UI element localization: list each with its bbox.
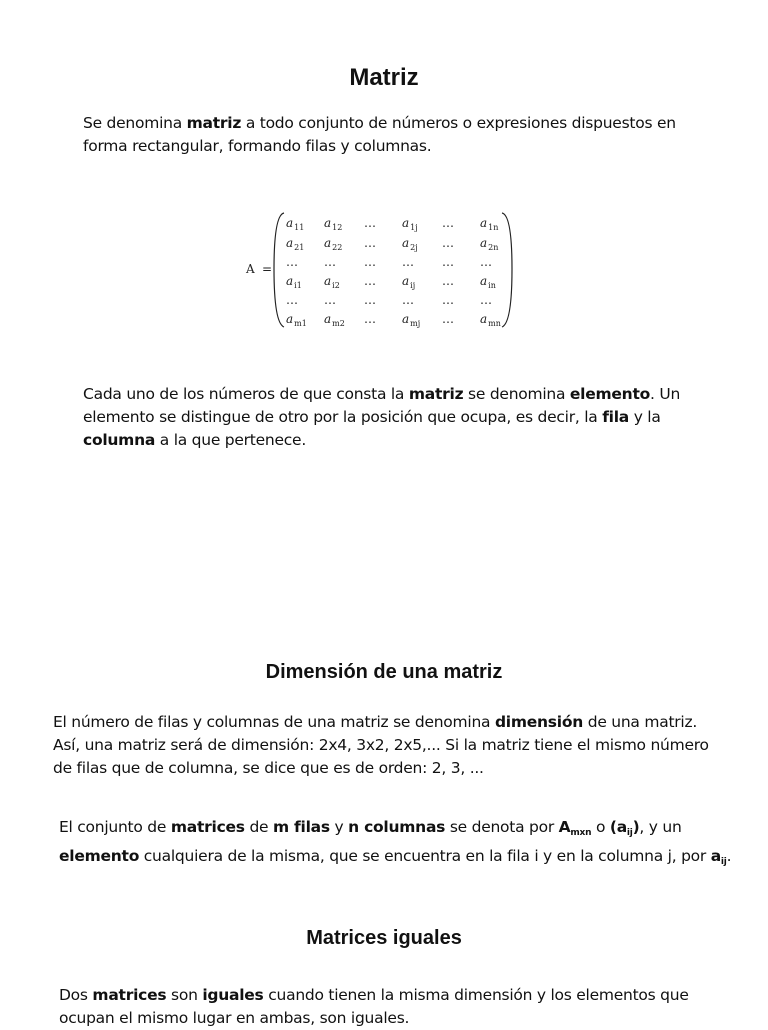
equal-matrices-paragraph: Dos matrices son iguales cuando tienen la misma dimensión y los elementos que ocupan el mismo lugar en ambas, son iguales. bbox=[59, 986, 689, 1027]
term-elemento-2: elemento bbox=[59, 847, 140, 865]
matrix-element-r6c4: $a_{mj}$ bbox=[402, 312, 421, 328]
matrix-element-r1c6: $a_{1n}$ bbox=[480, 216, 499, 232]
term-n-columnas: n columnas bbox=[348, 818, 446, 836]
matrix-element-r1c5: … bbox=[442, 216, 454, 230]
matrix-element-r6c2: $a_{m2}$ bbox=[324, 312, 345, 328]
matrix-element-r3c4: … bbox=[402, 255, 414, 269]
matrix-right-bracket bbox=[502, 213, 512, 327]
matrix-element-r5c3: … bbox=[364, 293, 376, 307]
matrix-element-r5c5: … bbox=[442, 293, 454, 307]
dimension-paragraph: El número de filas y columnas de una matriz se denomina dimensión de una matriz. Así, una matriz será de dimensión: 2x4, 3x2, 2x5,... Si la matriz tiene el mismo número de filas que de columna, se dice que es de orden: 2, 3, ... bbox=[53, 713, 709, 777]
section-title-matriz: Matriz bbox=[349, 64, 419, 91]
matrix-element-r4c4: $a_{ij}$ bbox=[402, 274, 416, 290]
notation-element-aij: $a_{ij}$ bbox=[710, 847, 727, 867]
notation-a-ij: $(a_{ij})$ bbox=[609, 818, 640, 838]
matrix-element-r3c5: … bbox=[442, 255, 454, 269]
matrix-element-r1c2: $a_{12}$ bbox=[324, 216, 343, 232]
matrix-element-r3c6: … bbox=[480, 255, 492, 269]
matrix-element-r2c4: $a_{2j}$ bbox=[402, 236, 418, 252]
matrix-element-r3c1: … bbox=[286, 255, 298, 269]
matrix-element-r2c1: $a_{21}$ bbox=[286, 236, 305, 252]
matrix-element-r6c6: $a_{mn}$ bbox=[480, 312, 501, 328]
term-m-filas: m filas bbox=[273, 818, 330, 836]
matrix-element-r1c3: … bbox=[364, 216, 376, 230]
term-columna: columna bbox=[83, 431, 156, 449]
matrix-element-r4c1: $a_{i1}$ bbox=[286, 274, 302, 290]
term-dimension: dimensión bbox=[494, 713, 584, 731]
matrix-element-r1c1: $a_{11}$ bbox=[286, 216, 305, 232]
matrix-element-r6c3: … bbox=[364, 312, 376, 326]
matrix-element-r2c3: … bbox=[364, 236, 376, 250]
definition-paragraph: Se denomina matriz a todo conjunto de números o expresiones dispuestos en forma rectangular, formando filas y columnas. bbox=[83, 114, 676, 155]
notation-a-mxn: $A_{mxn}$ bbox=[558, 818, 592, 838]
section-title-dimension: Dimensión de una matriz bbox=[265, 661, 503, 683]
term-iguales: iguales bbox=[202, 986, 264, 1004]
matrix-left-bracket bbox=[274, 213, 284, 327]
term-fila: fila bbox=[602, 408, 630, 426]
term-matriz: matriz bbox=[186, 114, 242, 132]
matrix-equals-sign: = bbox=[262, 262, 273, 276]
matrix-element-r5c6: … bbox=[480, 293, 492, 307]
term-matrices: matrices bbox=[170, 818, 245, 836]
matrix-lhs-label: A bbox=[246, 262, 255, 276]
matrix-element-r5c4: … bbox=[402, 293, 414, 307]
matrix-element-r2c6: $a_{2n}$ bbox=[480, 236, 499, 252]
matrix-element-r2c2: $a_{22}$ bbox=[324, 236, 343, 252]
matrix-element-r4c2: $a_{i2}$ bbox=[324, 274, 340, 290]
matrix-element-r5c1: … bbox=[286, 293, 298, 307]
matrix-notation-figure bbox=[240, 205, 520, 335]
matrix-element-r1c4: $a_{1j}$ bbox=[402, 216, 418, 232]
term-matrices-2: matrices bbox=[92, 986, 167, 1004]
term-elemento: elemento bbox=[569, 385, 651, 403]
matrix-element-r4c5: … bbox=[442, 274, 454, 288]
matrix-elements bbox=[286, 216, 501, 328]
matrix-element-r4c3: … bbox=[364, 274, 376, 288]
matrix-element-r2c5: … bbox=[442, 236, 454, 250]
matrix-element-r6c5: … bbox=[442, 312, 454, 326]
element-paragraph: Cada uno de los números de que consta la matriz se denomina elemento. Un elemento se distingue de otro por la posición que ocupa, es decir, la fila y la columna a la que pertenece. bbox=[83, 385, 681, 449]
matrix-element-r5c2: … bbox=[324, 293, 336, 307]
section-title-matrices-iguales: Matrices iguales bbox=[306, 927, 462, 949]
notation-paragraph: El conjunto de matrices de m filas y n columnas se denota por $A_{mxn}$ o $(a_{ij})$, y un elemento cualquiera de la misma, que se encuentra en la fila i y en la columna j, por $a_{ij}$. bbox=[59, 818, 732, 867]
matrix-element-r3c2: … bbox=[324, 255, 336, 269]
term-matriz-2: matriz bbox=[408, 385, 464, 403]
matrix-element-r6c1: $a_{m1}$ bbox=[286, 312, 307, 328]
matrix-element-r4c6: $a_{in}$ bbox=[480, 274, 496, 290]
matrix-element-r3c3: … bbox=[364, 255, 376, 269]
